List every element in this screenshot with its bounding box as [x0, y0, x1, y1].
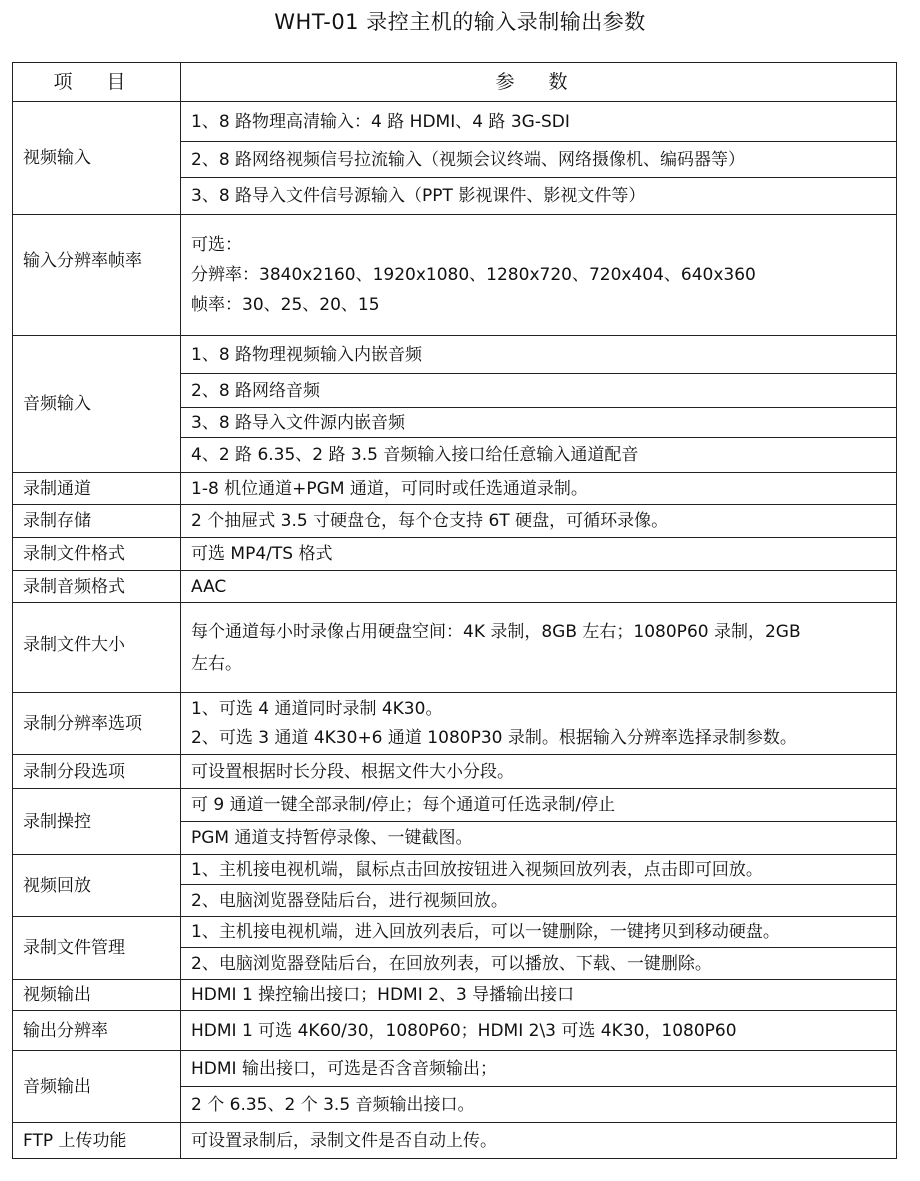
row-value: PGM 通道支持暂停录像、一键截图。 — [181, 822, 897, 855]
row-label: 录制通道 — [13, 473, 181, 505]
row-label: 录制文件管理 — [13, 917, 181, 980]
table-row — [13, 693, 897, 755]
row-label: 输入分辨率帧率 — [13, 215, 181, 336]
table-row — [13, 755, 897, 789]
row-label: FTP 上传功能 — [13, 1123, 181, 1159]
row-value: 2、电脑浏览器登陆后台，在回放列表，可以播放、下载、一键删除。 — [181, 948, 897, 980]
row-value: 可 9 通道一键全部录制/停止；每个通道可任选录制/停止 — [181, 789, 897, 822]
table-row — [13, 980, 897, 1011]
row-value: 1、主机接电视机端，鼠标点击回放按钮进入视频回放列表，点击即可回放。 — [181, 855, 897, 885]
row-value: HDMI 1 操控输出接口；HDMI 2、3 导播输出接口 — [181, 980, 897, 1011]
header-item: 项 目 — [13, 63, 181, 102]
row-value: 1、主机接电视机端，进入回放列表后，可以一键删除，一键拷贝到移动硬盘。 — [181, 917, 897, 948]
value-line: 每个通道每小时录像占用硬盘空间：4K 录制，8GB 左右；1080P60 录制，2GB — [191, 621, 801, 642]
row-value: 可设置录制后，录制文件是否自动上传。 — [181, 1123, 897, 1159]
row-label: 音频输出 — [13, 1051, 181, 1123]
table-row — [13, 215, 897, 336]
table-row — [13, 789, 897, 822]
page-title: WHT-01 录控主机的输入录制输出参数 — [274, 10, 646, 34]
row-value: 3、8 路导入文件源内嵌音频 — [181, 408, 897, 438]
row-value — [181, 603, 897, 693]
row-value: 1、8 路物理高清输入：4 路 HDMI、4 路 3G-SDI — [181, 102, 897, 142]
value-line: 可选： — [191, 235, 242, 255]
row-value: 1-8 机位通道+PGM 通道，可同时或任选通道录制。 — [181, 473, 897, 505]
row-value: 2、电脑浏览器登陆后台，进行视频回放。 — [181, 885, 897, 917]
table-row — [13, 1051, 897, 1087]
value-line: 左右。 — [191, 653, 242, 674]
row-value: 2、8 路网络视频信号拉流输入（视频会议终端、网络摄像机、编码器等） — [181, 142, 897, 178]
table-row — [13, 855, 897, 885]
row-value: 4、2 路 6.35、2 路 3.5 音频输入接口给任意输入通道配音 — [181, 438, 897, 473]
row-label: 录制分辨率选项 — [13, 693, 181, 755]
table-row — [13, 538, 897, 571]
row-value: 可设置根据时长分段、根据文件大小分段。 — [181, 755, 897, 789]
row-label: 录制文件大小 — [13, 603, 181, 693]
row-label: 录制文件格式 — [13, 538, 181, 571]
row-value: HDMI 输出接口，可选是否含音频输出； — [181, 1051, 897, 1087]
table-row — [13, 473, 897, 505]
row-value: 2 个 6.35、2 个 3.5 音频输出接口。 — [181, 1087, 897, 1123]
row-value: 2 个抽屉式 3.5 寸硬盘仓，每个仓支持 6T 硬盘，可循环录像。 — [181, 505, 897, 538]
value-line: 分辨率：3840x2160、1920x1080、1280x720、720x404、640x360 — [191, 265, 756, 285]
value-line: 2、可选 3 通道 4K30+6 通道 1080P30 录制。根据输入分辨率选择录制参数。 — [191, 727, 797, 748]
row-value: 可选 MP4/TS 格式 — [181, 538, 897, 571]
value-line: 帧率：30、25、20、15 — [191, 295, 380, 315]
row-label: 录制存储 — [13, 505, 181, 538]
row-label: 录制分段选项 — [13, 755, 181, 789]
row-value: 3、8 路导入文件信号源输入（PPT 影视课件、影视文件等） — [181, 178, 897, 215]
row-label: 视频输入 — [13, 102, 181, 215]
spec-table — [12, 62, 897, 1159]
row-label: 录制操控 — [13, 789, 181, 855]
table-row — [13, 336, 897, 374]
row-label: 视频回放 — [13, 855, 181, 917]
table-row — [13, 1011, 897, 1051]
row-value: 2、8 路网络音频 — [181, 374, 897, 408]
value-line: 1、可选 4 通道同时录制 4K30。 — [191, 698, 443, 719]
row-value: HDMI 1 可选 4K60/30，1080P60；HDMI 2\3 可选 4K30，1080P60 — [181, 1011, 897, 1051]
header-params: 参 数 — [181, 63, 897, 102]
table-row — [13, 505, 897, 538]
table-row — [13, 1123, 897, 1159]
row-value — [181, 215, 897, 336]
table-header-row — [13, 63, 897, 102]
row-value: 1、8 路物理视频输入内嵌音频 — [181, 336, 897, 374]
row-label: 输出分辨率 — [13, 1011, 181, 1051]
table-row — [13, 917, 897, 948]
row-value: AAC — [181, 571, 897, 603]
row-label: 录制音频格式 — [13, 571, 181, 603]
table-row — [13, 102, 897, 142]
table-row — [13, 571, 897, 603]
table-row — [13, 603, 897, 693]
row-value — [181, 693, 897, 755]
row-label: 视频输出 — [13, 980, 181, 1011]
row-label: 音频输入 — [13, 336, 181, 473]
